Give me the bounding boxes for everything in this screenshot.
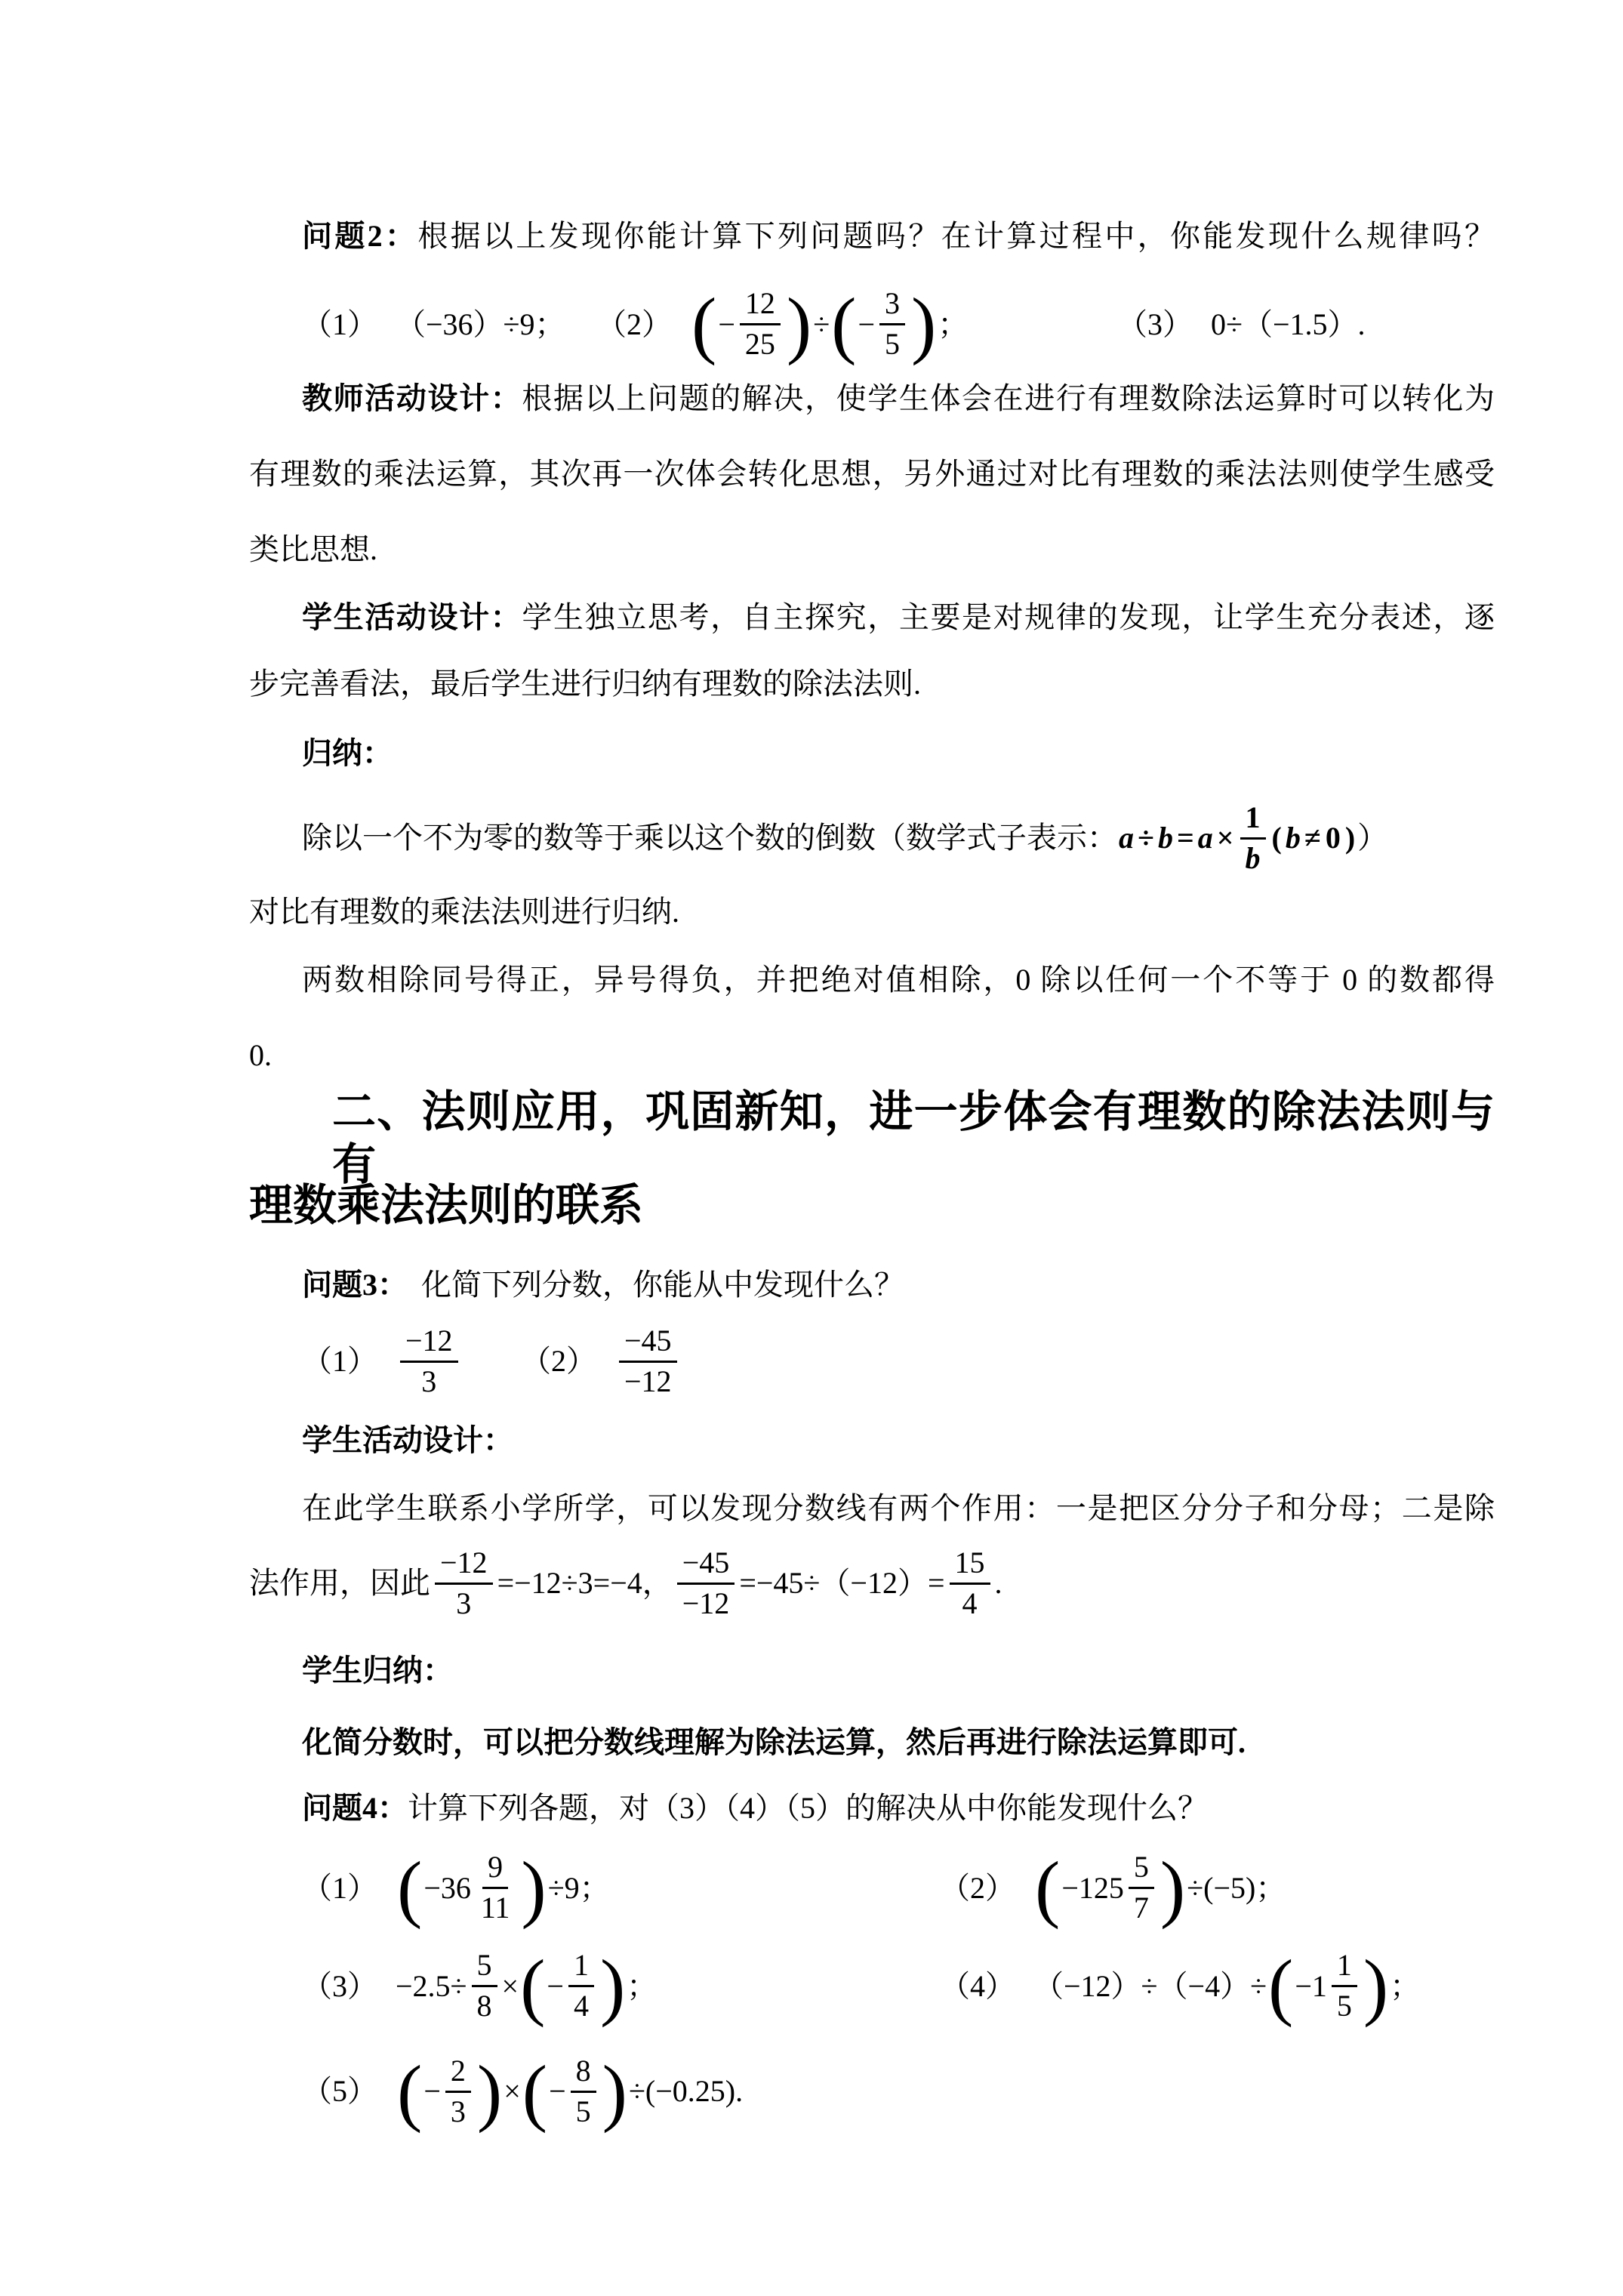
item-label: （1） xyxy=(302,1344,377,1378)
tall-paren-open: ( xyxy=(520,1944,546,2028)
denominator: 5 xyxy=(575,2094,591,2128)
expression: ÷(−0.25). xyxy=(628,2074,744,2108)
division-sign: ÷ xyxy=(813,307,830,341)
problem4-row2 xyxy=(302,1931,1548,2041)
fraction xyxy=(1332,1949,1357,2023)
student-activity2-heading xyxy=(249,1418,1495,1463)
teacher-activity-text: 类比思想. xyxy=(249,532,377,566)
numerator: 2 xyxy=(445,2054,471,2093)
sign-rule-line2 xyxy=(249,1033,1495,1078)
item-label: （2） xyxy=(940,1870,1015,1905)
numerator: 5 xyxy=(472,1949,497,1987)
multiplication-sign: × xyxy=(504,2074,521,2108)
multiplication-sign: × xyxy=(501,1968,519,2003)
student-activity2-line1 xyxy=(249,1486,1495,1531)
problem4-item4 xyxy=(940,1931,1420,2041)
question3-label: 问题3： xyxy=(302,1268,408,1302)
section2-heading-text: 理数乘法法则的联系 xyxy=(249,1181,644,1230)
denominator: 3 xyxy=(456,1586,472,1620)
numerator: 1 xyxy=(1332,1949,1357,1987)
tall-paren-open: ( xyxy=(691,282,717,366)
fraction xyxy=(472,1949,497,2023)
tall-paren-open: ( xyxy=(397,1846,423,1930)
not-equal-sign: ≠ xyxy=(1304,821,1321,855)
teacher-activity-text: 根据以上问题的解决，使学生体会在进行有理数除法运算时可以转化为 xyxy=(522,381,1495,415)
math-var-b: b xyxy=(1285,821,1301,855)
problem3-fractions-row xyxy=(302,1305,1548,1418)
rule-text: 除以一个不为零的数等于乘以这个数的倒数（数学式子表示： xyxy=(302,821,1117,855)
summary-label: 归纳： xyxy=(302,736,393,770)
simplify-text: 法作用，因此 xyxy=(249,1566,430,1600)
denominator: 5 xyxy=(1336,1989,1352,2023)
mixed-number-integer: −36 xyxy=(423,1870,471,1905)
minus-sign: − xyxy=(423,2074,441,2108)
item-label: （2） xyxy=(521,1344,596,1378)
tall-paren-open: ( xyxy=(522,2049,548,2134)
math-var-b: b xyxy=(1157,821,1173,855)
fraction xyxy=(677,1546,735,1621)
minus-sign: − xyxy=(547,1968,564,2003)
item-label: （1） xyxy=(302,1870,377,1905)
item-label: （3） xyxy=(1117,307,1193,341)
section2-heading-line1 xyxy=(249,1086,1495,1191)
denominator: −12 xyxy=(624,1364,672,1398)
question3-line xyxy=(249,1262,1495,1308)
fraction xyxy=(1239,801,1267,876)
denominator: 11 xyxy=(480,1891,510,1925)
expression: 0÷（−1.5）. xyxy=(1211,307,1366,341)
sign-rule-text: 两数相除同号得正，异号得负，并把绝对值相除，0 除以任何一个不等于 0 的数都得 xyxy=(302,963,1495,997)
item-label: （3） xyxy=(302,1968,377,2003)
question3-text: 化简下列分数，你能从中发现什么？ xyxy=(421,1268,904,1302)
numerator: −45 xyxy=(619,1324,677,1363)
numerator: −45 xyxy=(677,1546,735,1585)
tall-paren-open: ( xyxy=(1035,1846,1061,1930)
student-activity2-text: 在此学生联系小学所学，可以发现分数线有两个作用：一是把区分分子和分母；二是除 xyxy=(302,1491,1495,1525)
expression: ÷(−5)； xyxy=(1187,1870,1286,1905)
student-summary-heading xyxy=(249,1648,1495,1693)
denominator: b xyxy=(1245,840,1261,875)
problem3-item2 xyxy=(521,1305,682,1418)
student-activity2-label: 学生活动设计： xyxy=(302,1423,513,1457)
item-label: （5） xyxy=(302,2074,377,2108)
expression: −2.5÷ xyxy=(396,1968,467,2003)
fraction xyxy=(445,2054,471,2129)
rule-follow-text: 对比有理数的乘法法则进行归纳. xyxy=(249,895,679,929)
rule-text-close: ） xyxy=(1357,821,1388,855)
item-label: （1） xyxy=(302,307,377,341)
question4-label: 问题4： xyxy=(302,1791,408,1825)
teacher-activity-line2 xyxy=(249,451,1495,497)
math-var-a: a xyxy=(1119,821,1134,855)
numerator: 5 xyxy=(1129,1851,1154,1889)
denominator: 5 xyxy=(885,327,901,361)
sign-rule-line1 xyxy=(249,957,1495,1003)
tall-paren-open: ( xyxy=(831,282,857,366)
numerator: −12 xyxy=(435,1546,493,1585)
minus-sign: − xyxy=(549,2074,566,2108)
expression: ÷9； xyxy=(547,1870,610,1905)
equation-text: =−45÷（−12）= xyxy=(739,1566,945,1600)
numerator: −12 xyxy=(400,1324,458,1363)
denominator: 3 xyxy=(421,1364,437,1398)
multiplication-sign: × xyxy=(1216,821,1234,855)
question4-text: 计算下列各题，对（3）（4）（5）的解决从中你能发现什么？ xyxy=(408,1791,1208,1825)
division-rule-line xyxy=(249,781,1495,895)
tall-paren-close: ) xyxy=(1363,1944,1389,2028)
tall-paren-close: ) xyxy=(1160,1846,1186,1930)
fraction xyxy=(950,1546,990,1621)
denominator: 25 xyxy=(744,327,775,361)
tall-paren-close: ) xyxy=(476,2049,503,2134)
student-activity-label: 学生活动设计： xyxy=(302,600,522,634)
student-summary-line xyxy=(249,1720,1495,1765)
problem4-item1 xyxy=(302,1833,610,1943)
student-summary-label: 学生归纳： xyxy=(302,1653,453,1687)
problem4-row1 xyxy=(302,1833,1548,1943)
mixed-number-integer: −125 xyxy=(1061,1870,1124,1905)
paren-open: ( xyxy=(1271,821,1282,855)
numerator: 3 xyxy=(879,287,905,325)
section2-heading-line2 xyxy=(249,1179,1495,1232)
division-sign: ÷ xyxy=(1138,821,1154,855)
expression: （−12）÷（−4）÷ xyxy=(1033,1968,1267,2003)
student-summary-text: 化简分数时，可以把分数线理解为除法运算，然后再进行除法运算即可. xyxy=(302,1725,1246,1759)
problem4-item2 xyxy=(940,1833,1286,1943)
denominator: −12 xyxy=(682,1586,730,1620)
tall-paren-close: ) xyxy=(599,1944,626,2028)
problem2-item3 xyxy=(1117,266,1366,383)
math-zero: 0 xyxy=(1325,821,1341,855)
fraction xyxy=(435,1546,493,1621)
problem2-item1 xyxy=(302,266,565,383)
teacher-activity-label: 教师活动设计： xyxy=(302,381,522,415)
expression: （−36）÷9； xyxy=(396,307,565,341)
minus-sign: − xyxy=(858,307,876,341)
punctuation: ； xyxy=(627,1968,658,2003)
division-rule-follow-line xyxy=(249,889,1495,935)
problem4-item3 xyxy=(302,1931,657,2041)
fraction xyxy=(571,2054,596,2129)
summary-heading xyxy=(249,731,1495,776)
fraction xyxy=(568,1949,594,2023)
student-activity-line1 xyxy=(249,595,1495,640)
sign-rule-text: 0. xyxy=(249,1038,272,1072)
problem4-row3 xyxy=(302,2035,1548,2148)
punctuation: . xyxy=(994,1566,1002,1600)
fraction xyxy=(1129,1851,1154,1925)
equation-text: =−12÷3=−4， xyxy=(497,1566,673,1600)
student-activity-line2 xyxy=(249,661,1495,707)
mixed-number-integer: −1 xyxy=(1295,1968,1327,2003)
tall-paren-close: ) xyxy=(911,282,937,366)
math-var-a: a xyxy=(1197,821,1213,855)
numerator: 1 xyxy=(568,1949,594,1987)
paren-close: ) xyxy=(1344,821,1356,855)
punctuation: ； xyxy=(938,307,969,341)
problem4-item5 xyxy=(302,2035,743,2148)
question2-line xyxy=(249,214,1495,259)
fraction xyxy=(619,1324,677,1399)
denominator: 4 xyxy=(962,1586,978,1620)
numerator: 15 xyxy=(950,1546,990,1585)
tall-paren-open: ( xyxy=(397,2049,423,2134)
problem2-item2 xyxy=(596,266,968,383)
student-activity-text: 步完善看法，最后学生进行归纳有理数的除法法则. xyxy=(249,667,921,701)
teacher-activity-line1 xyxy=(249,376,1495,421)
teacher-activity-text: 有理数的乘法运算，其次再一次体会转化思想，另外通过对比有理数的乘法法则使学生感受 xyxy=(249,457,1495,491)
tall-paren-close: ) xyxy=(602,2049,627,2134)
section2-heading-text: 二、法则应用，巩固新知，进一步体会有理数的除法法则与有 xyxy=(332,1087,1495,1189)
item-label: （2） xyxy=(596,307,672,341)
item-label: （4） xyxy=(940,1968,1015,2003)
question2-text: 根据以上发现你能计算下列问题吗？在计算过程中，你能发现什么规律吗？ xyxy=(417,219,1495,253)
tall-paren-open: ( xyxy=(1268,1944,1294,2028)
minus-sign: − xyxy=(718,307,735,341)
tall-paren-close: ) xyxy=(786,282,812,366)
numerator: 9 xyxy=(482,1851,508,1889)
problem3-item1 xyxy=(302,1305,463,1418)
denominator: 3 xyxy=(450,2094,466,2128)
problem2-equations-row xyxy=(302,266,1548,383)
fraction xyxy=(400,1324,458,1399)
student-activity-text: 学生独立思考，自主探究，主要是对规律的发现，让学生充分表述，逐 xyxy=(522,600,1495,634)
tall-paren-close: ) xyxy=(521,1846,547,1930)
numerator: 12 xyxy=(740,287,781,325)
denominator: 8 xyxy=(476,1989,492,2023)
fraction xyxy=(740,287,781,362)
equals-sign: = xyxy=(1176,821,1194,855)
punctuation: ； xyxy=(1390,1968,1421,2003)
denominator: 4 xyxy=(573,1989,589,2023)
question2-label: 问题2： xyxy=(302,219,418,253)
denominator: 7 xyxy=(1133,1891,1149,1925)
question4-line xyxy=(249,1786,1495,1831)
fraction xyxy=(879,287,905,362)
teacher-activity-line3 xyxy=(249,527,1495,572)
numerator: 8 xyxy=(571,2054,596,2093)
simplify-equation-line xyxy=(249,1527,1495,1640)
fraction xyxy=(476,1851,516,1925)
numerator: 1 xyxy=(1240,801,1266,840)
